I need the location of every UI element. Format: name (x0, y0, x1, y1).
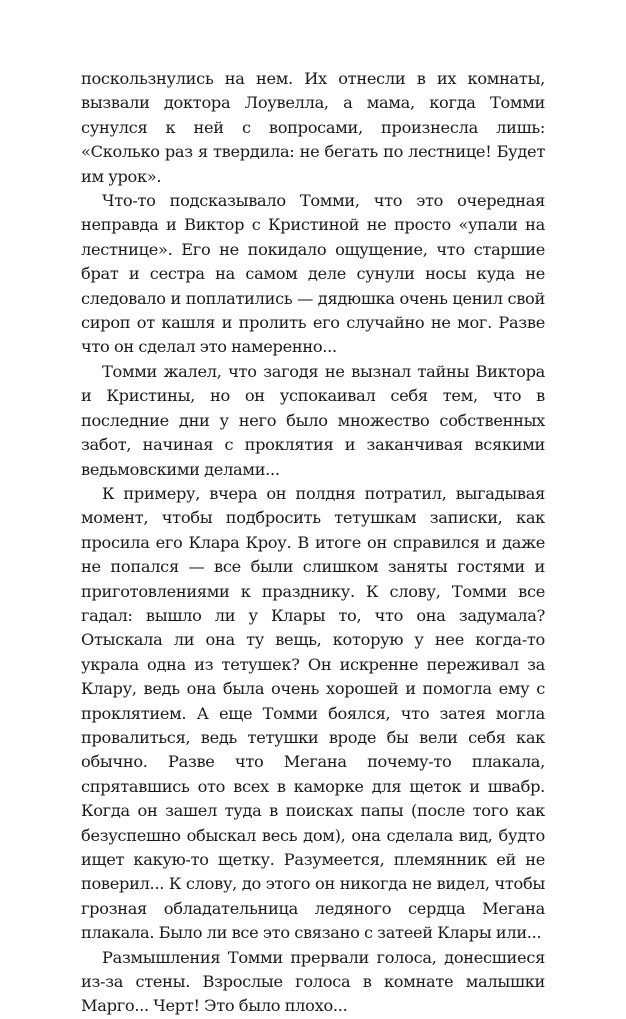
paragraph-2: Что-то подсказывало Томми, что это очередная неправда и Виктор с Кристиной не просто «упали на лестнице». Его не покидало ощущение, что старшие брат и сестра на самом деле сунули носы куда не следовало и поплатились — дядюшка очень ценил свой сироп от кашля и пролить его случайно не мог. Разве что он сделал это намеренно... (81, 191, 545, 357)
paragraph-1: поскользнулись на нем. Их отнесли в их комнаты, вызвали доктора Лоувелла, а мама, когда Томми сунулся к ней с вопросами, произнесла лишь: «Сколько раз я твердила: не бегать по лестнице! Будет им урок». (81, 69, 545, 186)
body-text (81, 67, 545, 1019)
paragraph-5: Размышления Томми прервали голоса, донесшиеся из-за стены. Взрослые голоса в комнате малышки Марго... Черт! Это было плохо... (81, 947, 545, 1016)
paragraph-4: К примеру, вчера он полдня потратил, выгадывая момент, чтобы подбросить тетушкам записки, как просила его Клара Кроу. В итоге он справился и даже не попался — все были слишком заняты гостями и приготовлениями к празднику. К слову, Томми все гадал: вышло ли у Клары то, что она задумала? Отыскала ли она ту вещь, которую у нее когда-то украла одна из тетушек? Он искренне переживал за Клару, ведь она была очень хорошей и помогла ему с проклятием. А еще Томми боялся, что затея могла провалиться, ведь тетушки вроде бы вели себя как обычно. Разве что Мегана почему-то плакала, спрятавшись ото всех в каморке для щеток и швабр. Когда он зашел туда в поисках папы (после того как безуспешно обыскал весь дом), она сделала вид, будто ищет какую-то щетку. Разумеется, племянник ей не поверил... К слову, до этого он никогда не видел, чтобы грозная обладательница ледяного сердца Мегана плакала. Было ли все это связано с затеей Клары или... (81, 483, 545, 943)
paragraph-3: Томми жалел, что загодя не вызнал тайны Виктора и Кристины, но он успокаивал себя тем, что в последние дни у него было множество собственных забот, начиная с проклятия и заканчивая всякими ведьмовскими делами... (81, 361, 545, 479)
